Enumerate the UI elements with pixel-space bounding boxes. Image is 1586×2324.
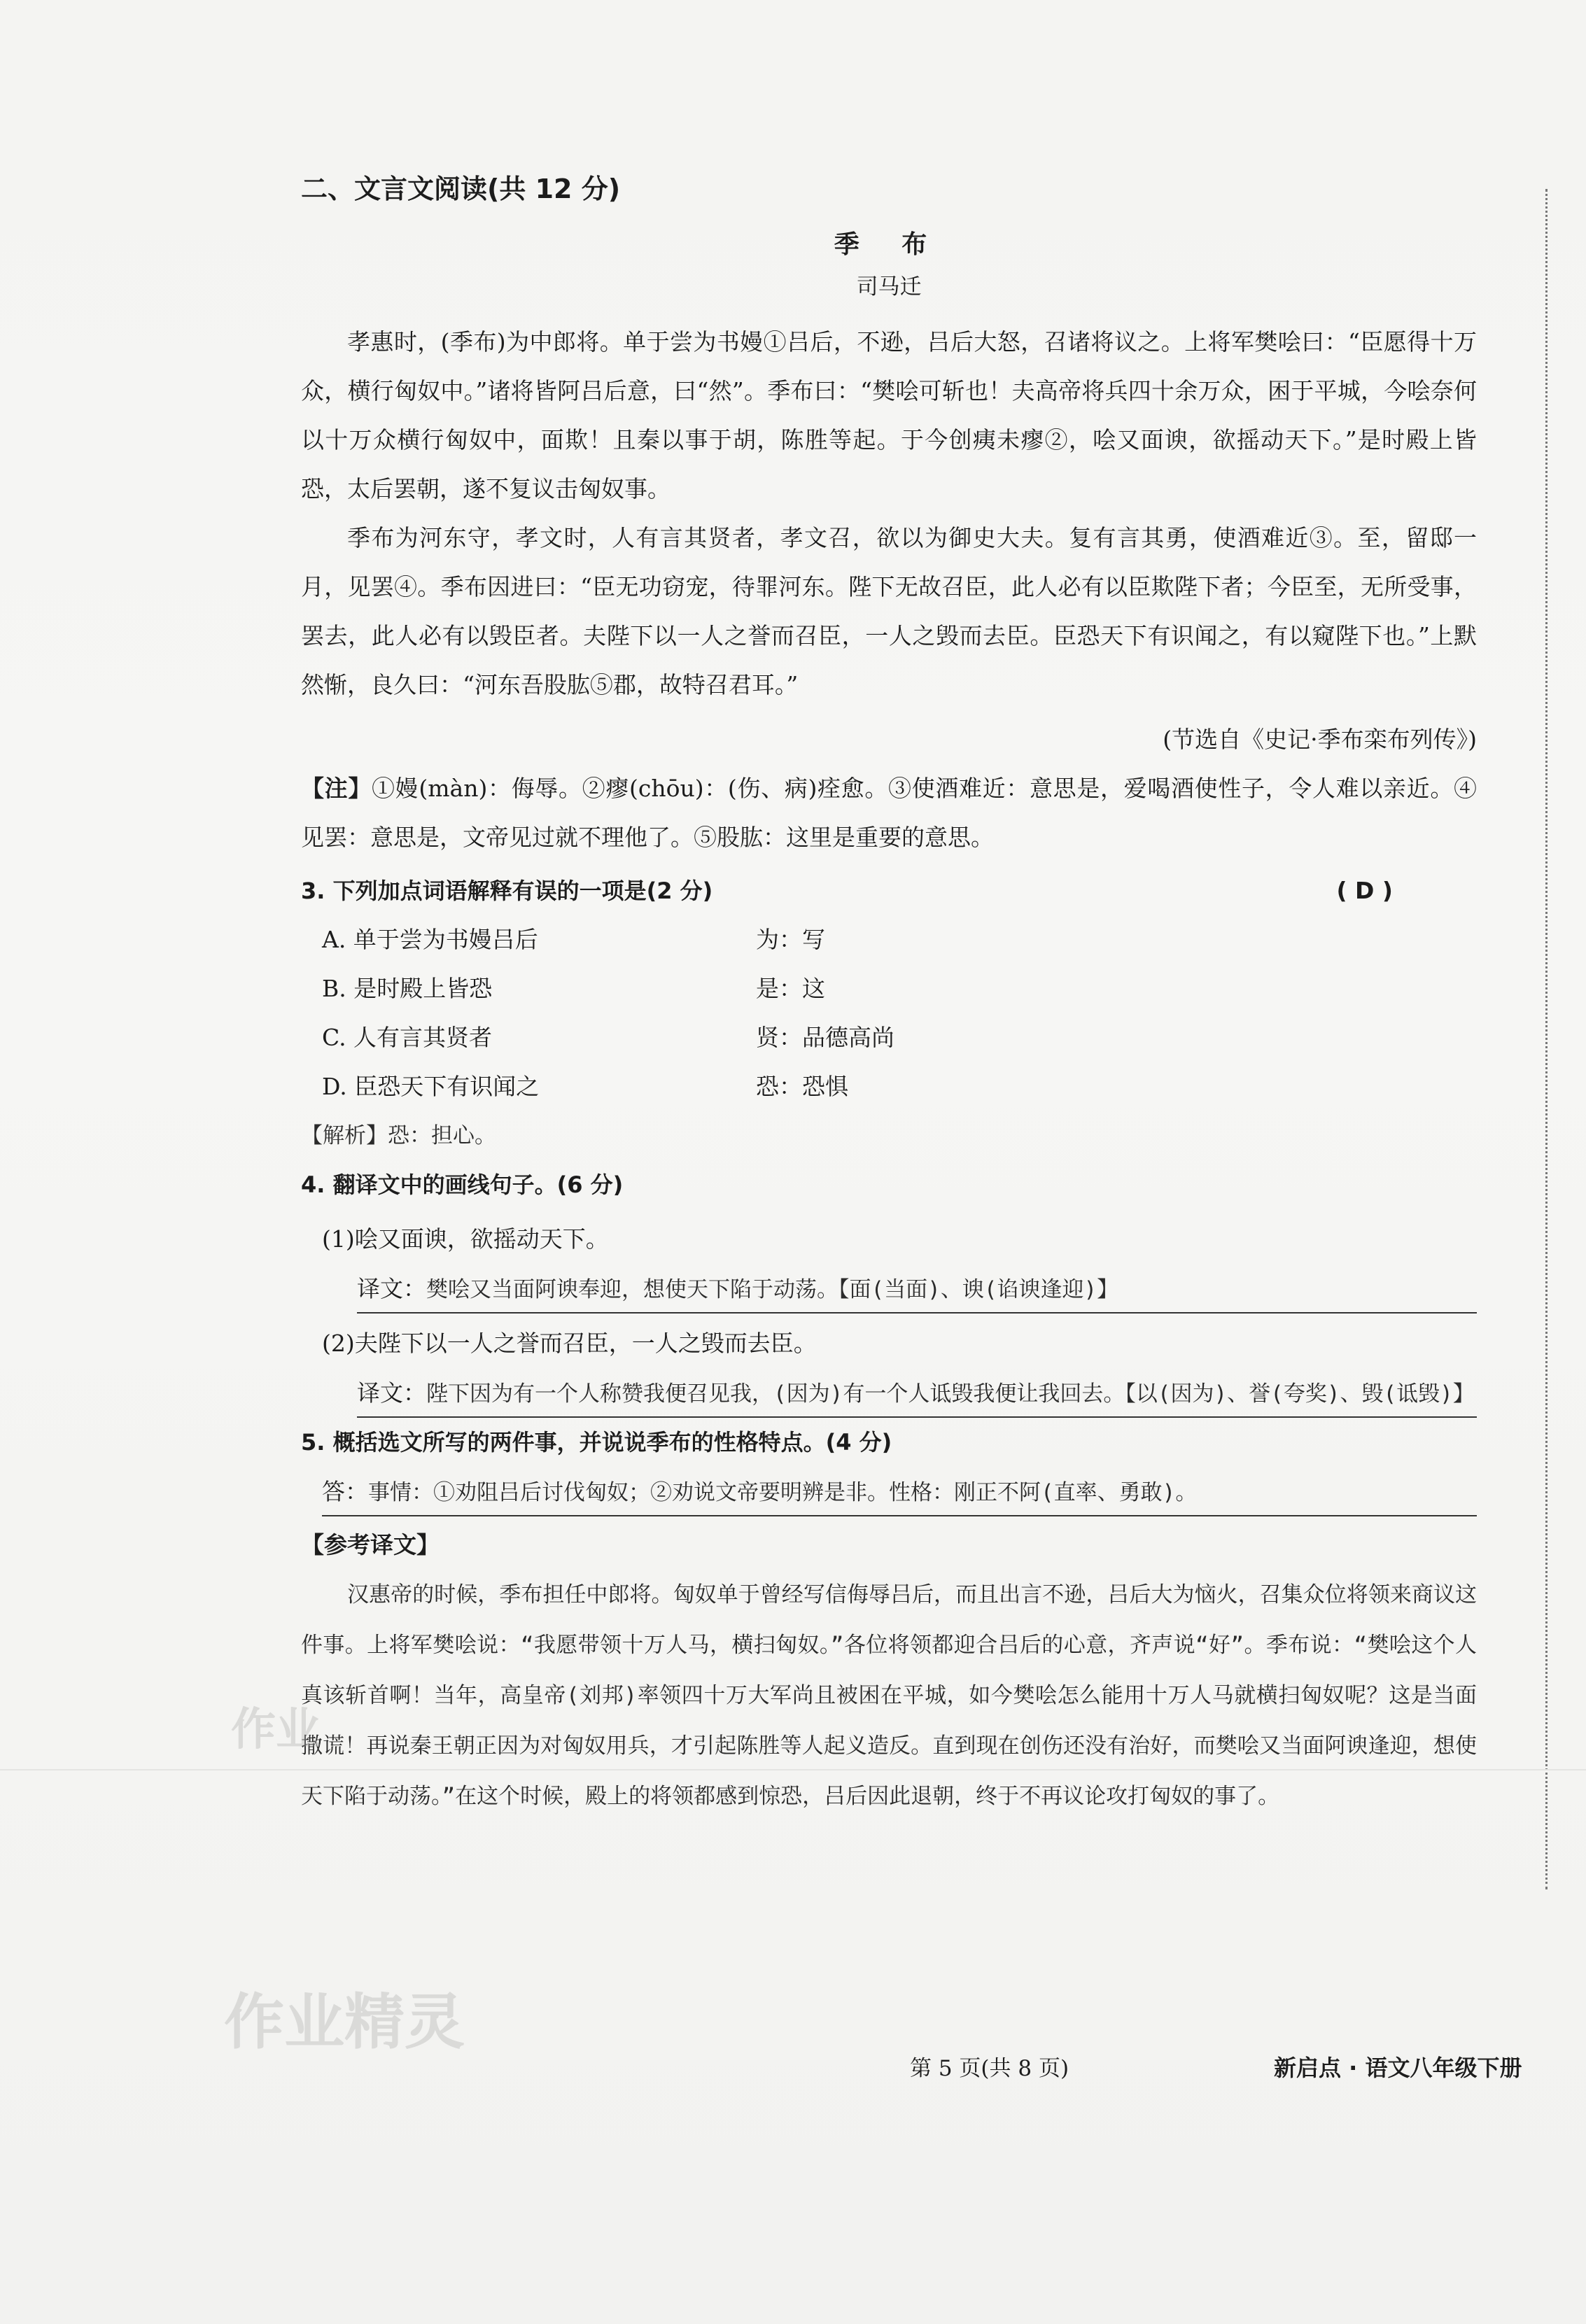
question-3-answer: ( D ) (1336, 877, 1393, 904)
option-b-text: B. 是时殿上皆恐 (322, 975, 493, 1002)
question-3-header (301, 866, 1477, 915)
watermark-logo-large: 作业精灵 (224, 1987, 465, 2057)
question-4-stem: 4. 翻译文中的画线句子。(6 分) (301, 1171, 624, 1198)
question-4-answer-line-1 (357, 1267, 1477, 1314)
article-paragraph-2: 季布为河东守，孝文时，人有言其贤者，孝文召，欲以为御史大夫。复有言其勇，使酒难近③。至，留邸一月，见罢④。季布因进曰：“臣无功窃宠，待罪河东。陛下无故召臣，此人必有以臣欺陛下者；今臣至，无所受事，罢去，此人必有以毁臣者。夫陛下以一人之誉而召臣，一人之毁而去臣。臣恐天下有识闻之，有以窥陛下也。”上默然惭，良久曰：“河东吾股肱⑤郡，故特召君耳。” (301, 524, 1477, 698)
question-4-item-1 (322, 1215, 1477, 1314)
question-4-answer-line-2 (357, 1371, 1477, 1418)
translation-label-2: 译文： (357, 1379, 426, 1407)
translation-label-1: 译文： (357, 1275, 426, 1302)
option-a-explain: 为：写 (756, 926, 825, 953)
article-paragraph-1: 孝惠时，(季布)为中郎将。单于尝为书嫚①吕后，不逊，吕后大怒，召诸将议之。上将军樊哙曰：“臣愿得十万众，横行匈奴中。”诸将皆阿吕后意，曰“然”。季布曰：“樊哙可斩也！夫高帝将兵四十余万众，困于平城，今哙奈何以十万众横行匈奴中，面欺！且秦以事于胡，陈胜等起。于今创痍未瘳②，哙又面谀，欲摇动天下。”是时殿上皆恐，太后罢朝，遂不复议击匈奴事。 (301, 328, 1477, 502)
annotation-label: 【注】 (301, 775, 372, 802)
article-title: 季 布 (834, 230, 944, 259)
annotation-text: ①嫚(màn)：侮辱。②瘳(chōu)：(伤、病)痊愈。③使酒难近：意思是，爱喝酒使性子，令人难以亲近。④见罢：意思是，文帝见过就不理他了。⑤股肱：这里是重要的意思。 (301, 775, 1478, 851)
option-c-text: C. 人有言其贤者 (322, 1024, 493, 1051)
question-4-answer-2: 陛下因为有一个人称赞我便召见我，(因为)有一个人诋毁我便让我回去。【以(因为)、誉(夸奖)、毁(诋毁)】 (426, 1381, 1475, 1407)
option-c-explain: 贤：品德高尚 (756, 1024, 894, 1051)
option-a-text: A. 单于尝为书嫚吕后 (322, 926, 538, 953)
option-b (322, 964, 1477, 1013)
annotation (301, 764, 1477, 862)
option-d (322, 1062, 1477, 1111)
page-number: 第 5 页(共 8 页) (910, 2056, 1069, 2081)
option-b-explain: 是：这 (756, 975, 825, 1002)
question-3-analysis: 【解析】恐：担心。 (301, 1123, 496, 1148)
question-4-answer-1: 樊哙又当面阿谀奉迎，想使天下陷于动荡。【面(当面)、谀(谄谀逢迎)】 (426, 1277, 1119, 1302)
section-title: 二、文言文阅读(共 12 分) (301, 174, 621, 204)
content-area (301, 168, 1477, 1822)
question-5-answer: 事情：①劝阻吕后讨伐匈奴；②劝说文帝要明辨是非。性格：刚正不阿(直率、勇敢)。 (368, 1480, 1198, 1505)
option-a (322, 915, 1477, 964)
article-author: 司马迁 (856, 274, 922, 300)
question-3-stem: 3. 下列加点词语解释有误的一项是(2 分) (301, 878, 713, 904)
question-4-sentence-1: (1)哙又面谀，欲摇动天下。 (322, 1225, 609, 1253)
binding-dotted-line (1545, 189, 1548, 1889)
question-4-sentence-2: (2)夫陛下以一人之誉而召臣，一人之毁而去臣。 (322, 1330, 817, 1357)
question-4-item-2 (322, 1319, 1477, 1418)
option-c (322, 1013, 1477, 1062)
article-source: (节选自《史记·季布栾布列传》) (1163, 726, 1477, 753)
question-5-answer-line (322, 1470, 1477, 1516)
reference-title: 【参考译文】 (301, 1531, 440, 1558)
book-title: 新启点 · 语文八年级下册 (1274, 2055, 1522, 2081)
answer-label: 答： (322, 1478, 368, 1505)
option-d-explain: 恐：恐惧 (756, 1073, 848, 1100)
reference-text: 汉惠帝的时候，季布担任中郎将。匈奴单于曾经写信侮辱吕后，而且出言不逊，吕后大为恼火，召集众位将领来商议这件事。上将军樊哙说：“我愿带领十万人马，横扫匈奴。”各位将领都迎合吕后的心意，齐声说“好”。季布说：“樊哙这个人真该斩首啊！当年，高皇帝(刘邦)率领四十万大军尚且被困在平城，如今樊哙怎么能用十万人马就横扫匈奴呢？这是当面撒谎！再说秦王朝正因为对匈奴用兵，才引起陈胜等人起义造反。直到现在创伤还没有治好，而樊哙又当面阿谀逢迎，想使天下陷于动荡。”在这个时候，殿上的将领都感到惊恐，吕后因此退朝，终于不再议论攻打匈奴的事了。 (301, 1582, 1477, 1809)
option-d-text: D. 臣恐天下有识闻之 (322, 1073, 540, 1100)
watermark-logo: 作业 (231, 1704, 321, 1756)
question-5-stem: 5. 概括选文所写的两件事，并说说季布的性格特点。(4 分) (301, 1429, 892, 1456)
